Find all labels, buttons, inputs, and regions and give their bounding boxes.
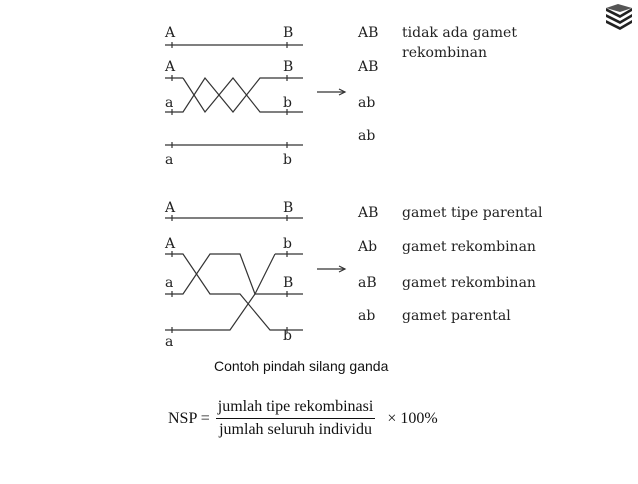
figure-caption: Contoh pindah silang ganda [214,358,389,374]
formula-numerator: jumlah tipe rekombinasi [216,398,376,419]
books-logo-icon [604,4,634,35]
d1-label-3-left: a [165,95,174,111]
d2-description-3: gamet rekombinan [402,275,536,291]
formula-multiplier: × 100% [387,409,438,427]
d2-description-1: gamet tipe parental [402,205,543,221]
d2-gamete-4: ab [358,308,376,324]
d2-description-2: gamet rekombinan [402,239,536,255]
d2-label-2-right: b [283,236,292,252]
d2-gamete-3: aB [358,275,377,291]
d2-label-1-right: B [283,200,294,216]
d2-label-3-right: B [283,275,294,291]
formula-denominator: jumlah seluruh individu [219,421,372,438]
d1-gamete-4: ab [358,128,376,144]
d2-chromosome-2-cross [165,254,303,330]
d2-label-4-left: a [165,334,174,350]
d1-gamete-2: AB [358,59,379,75]
d2-gamete-1: AB [358,205,379,221]
d1-description-line2: rekombinan [402,45,487,61]
d1-gamete-3: ab [358,95,376,111]
d1-label-4-left: a [165,152,174,168]
formula-lhs: NSP = [168,409,210,427]
d2-chromosome-4-tail [255,254,275,294]
d1-label-2-right: B [283,59,294,75]
d1-description-line1: tidak ada gamet [402,25,517,41]
d1-label-4-right: b [283,152,292,168]
d2-chromosome-4-cross [165,294,255,330]
d1-label-1-right: B [283,25,294,41]
d1-gamete-1: AB [358,25,379,41]
d2-description-4: gamet parental [402,308,511,324]
d2-label-3-left: a [165,275,174,291]
d2-label-1-left: A [165,200,176,216]
d1-label-3-right: b [283,95,292,111]
nsp-formula [168,398,438,439]
d1-label-1-left: A [165,25,176,41]
formula-fraction [216,398,376,439]
d1-label-2-left: A [165,59,176,75]
d2-label-4-right: b [283,328,292,344]
d2-gamete-2: Ab [358,239,378,255]
d2-label-2-left: A [165,236,176,252]
